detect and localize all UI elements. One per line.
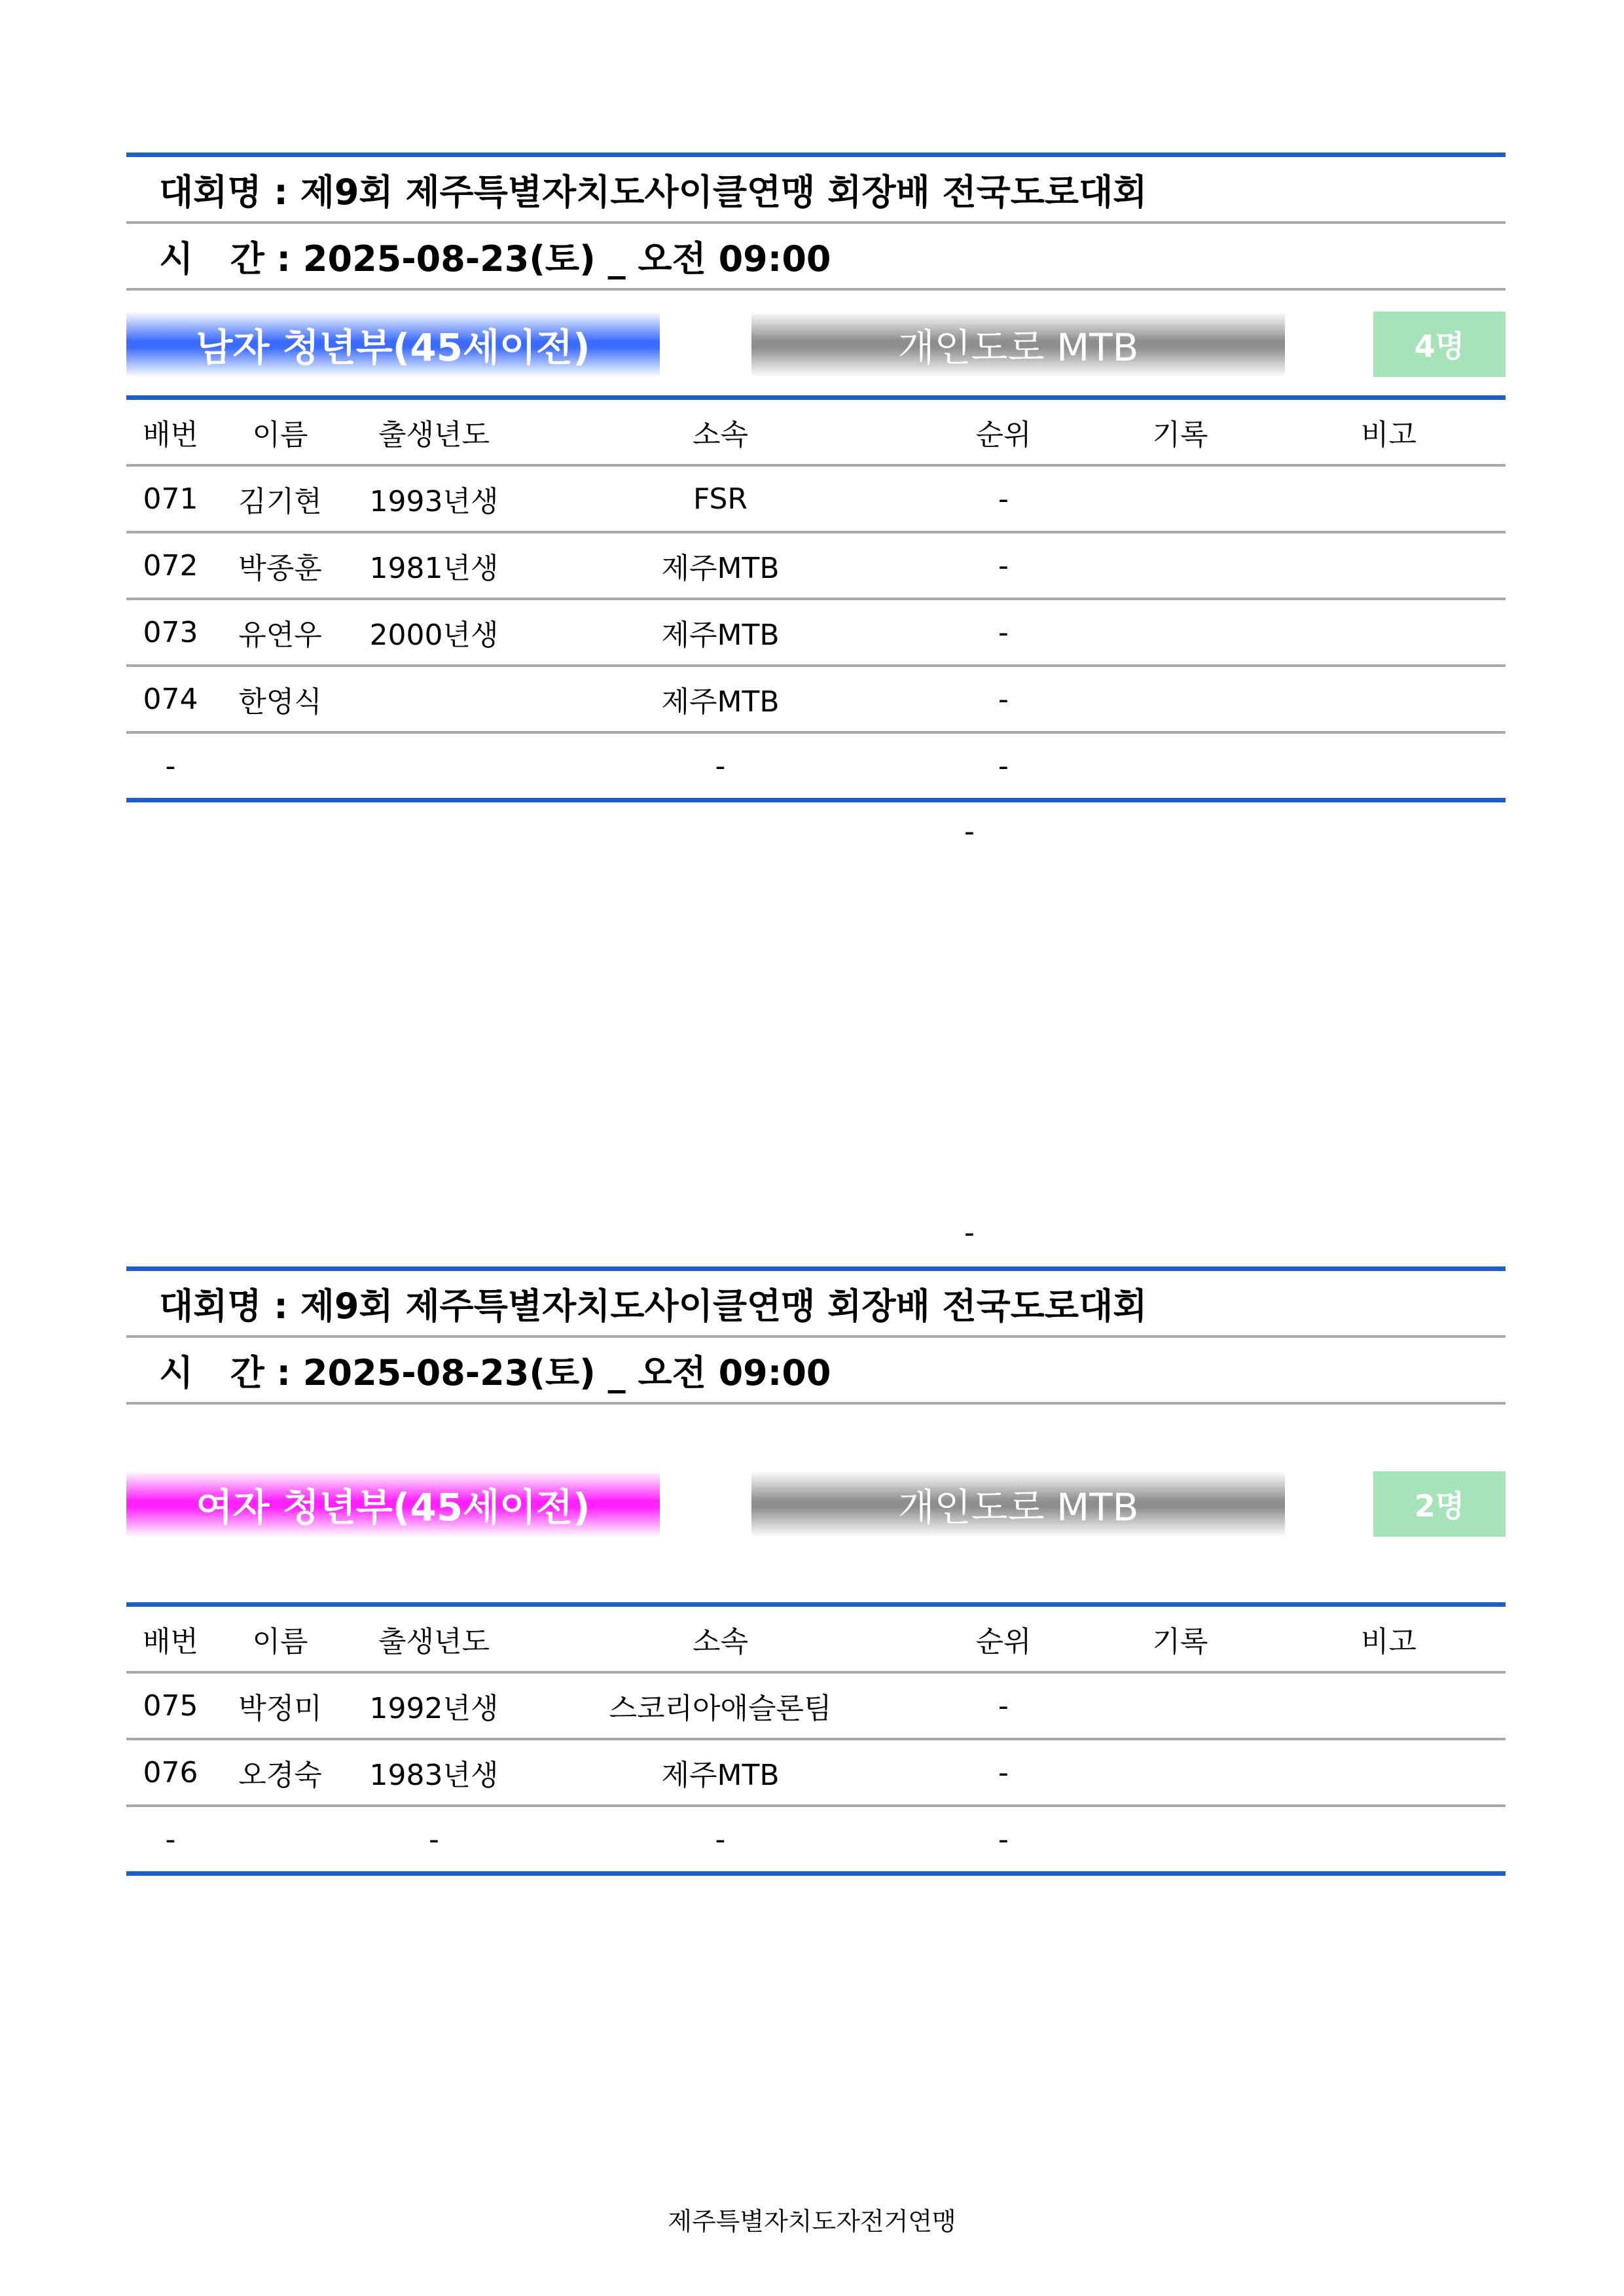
col-header-birth: 출생년도 <box>378 418 490 452</box>
team: 제주MTB <box>661 685 780 719</box>
team: 스코리아애슬론팀 <box>609 1692 832 1725</box>
team: 제주MTB <box>661 552 780 585</box>
category-row <box>126 1471 1506 1537</box>
bottom-rule <box>126 1871 1506 1876</box>
col-header-name: 이름 <box>252 1625 308 1659</box>
table-row <box>126 1740 1506 1804</box>
table-row <box>126 1807 1506 1871</box>
team: 제주MTB <box>661 1759 780 1792</box>
table-row <box>126 1674 1506 1738</box>
rank: - <box>998 1689 1009 1723</box>
bib-number: - <box>165 1822 176 1856</box>
category-label: 여자 청년부(45세이전) <box>126 1471 660 1537</box>
entry-section-men <box>126 152 1506 802</box>
rank: - <box>998 749 1009 783</box>
col-header-record: 기록 <box>1152 1625 1208 1659</box>
event-time: 시 간 : 2025-08-23(토) _ 오전 09:00 <box>159 1352 831 1393</box>
col-header-number: 배번 <box>142 418 198 452</box>
col-header-team: 소속 <box>692 1625 748 1659</box>
table-row <box>126 533 1506 598</box>
rider-name: 박정미 <box>238 1692 322 1725</box>
bib-number: - <box>165 749 176 783</box>
stray-dash: - <box>964 815 975 848</box>
col-header-birth: 출생년도 <box>378 1625 490 1659</box>
col-header-rank: 순위 <box>975 1625 1032 1659</box>
bib-number: 073 <box>143 615 198 649</box>
race-type-label: 개인도로 MTB <box>751 312 1285 377</box>
table-row <box>126 467 1506 531</box>
participant-count: 2명 <box>1373 1471 1506 1537</box>
race-type-label: 개인도로 MTB <box>751 1471 1285 1537</box>
rider-name: 박종훈 <box>238 552 322 585</box>
bib-number: 074 <box>143 682 198 716</box>
team: - <box>715 749 726 783</box>
event-name: 대회명 : 제9회 제주특별자치도사이클연맹 회장배 전국도로대회 <box>159 1285 1147 1327</box>
team: - <box>715 1822 726 1856</box>
col-header-record: 기록 <box>1152 418 1208 452</box>
event-name: 대회명 : 제9회 제주특별자치도사이클연맹 회장배 전국도로대회 <box>159 171 1147 213</box>
table-header <box>126 400 1506 464</box>
category-label: 남자 청년부(45세이전) <box>126 312 660 377</box>
rank: - <box>998 1755 1009 1789</box>
birth-year: 1992년생 <box>369 1692 499 1725</box>
team: FSR <box>693 482 748 516</box>
bib-number: 076 <box>143 1755 198 1789</box>
bottom-rule <box>126 798 1506 802</box>
rider-name: 김기현 <box>238 485 322 518</box>
birth-year: 1981년생 <box>369 552 499 585</box>
rider-name: 유연우 <box>238 619 322 652</box>
col-header-note: 비고 <box>1360 1625 1416 1659</box>
birth-year: 1983년생 <box>369 1759 499 1792</box>
event-time: 시 간 : 2025-08-23(토) _ 오전 09:00 <box>159 238 831 279</box>
rank: - <box>998 548 1009 583</box>
stray-dash: - <box>964 1216 975 1249</box>
col-header-note: 비고 <box>1360 418 1416 452</box>
table-row <box>126 600 1506 664</box>
col-header-team: 소속 <box>692 418 748 452</box>
category-row <box>126 312 1506 377</box>
footer-organization: 제주특별자치도자전거연맹 <box>668 2207 956 2236</box>
birth-year: 2000년생 <box>369 619 499 652</box>
top-rule <box>126 1266 1506 1271</box>
bib-number: 075 <box>143 1689 198 1723</box>
bib-number: 071 <box>143 482 198 516</box>
table-row <box>126 734 1506 798</box>
birth-year: 1993년생 <box>369 485 499 518</box>
participant-count: 4명 <box>1373 312 1506 377</box>
entry-section-women <box>126 1266 1506 1876</box>
team: 제주MTB <box>661 619 780 652</box>
table-header <box>126 1607 1506 1671</box>
col-header-name: 이름 <box>252 418 308 452</box>
col-header-rank: 순위 <box>975 418 1032 452</box>
rank: - <box>998 682 1009 716</box>
col-header-number: 배번 <box>142 1625 198 1659</box>
bib-number: 072 <box>143 548 198 583</box>
rank: - <box>998 1822 1009 1856</box>
rank: - <box>998 615 1009 649</box>
top-rule <box>126 152 1506 157</box>
rank: - <box>998 482 1009 516</box>
rider-name: 오경숙 <box>238 1759 322 1792</box>
birth-year: - <box>429 1822 439 1856</box>
table-row <box>126 667 1506 731</box>
rider-name: 한영식 <box>238 685 322 719</box>
